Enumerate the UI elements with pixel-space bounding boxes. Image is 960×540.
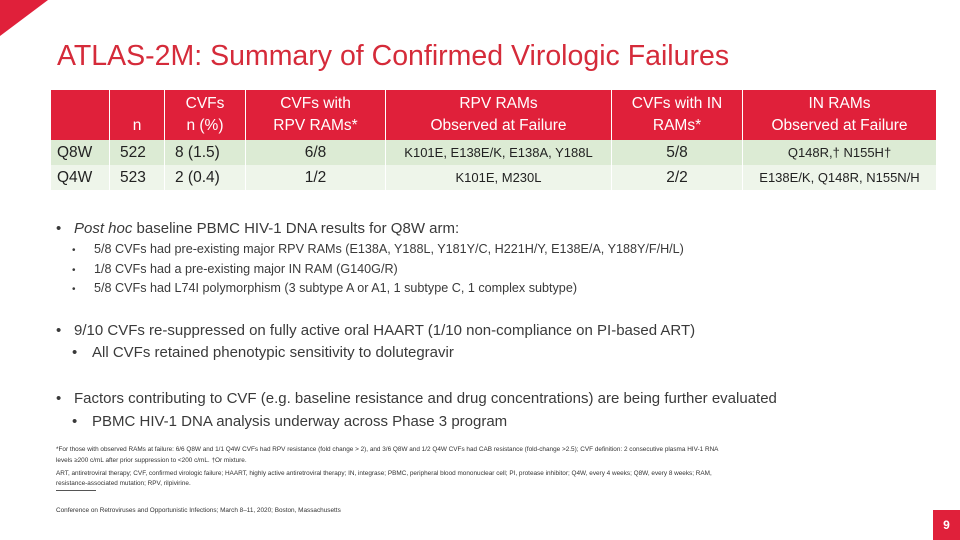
- sub-bullet-item: [56, 344, 454, 361]
- table-header-cell: [743, 90, 937, 140]
- bullet-glyph: •: [72, 284, 76, 295]
- table-cell: 2 (0.4): [165, 165, 246, 190]
- table-header-label: RPV RAMs*: [273, 117, 358, 134]
- page-number: 9: [943, 518, 950, 532]
- corner-decoration: [0, 0, 48, 36]
- table-cell: 522: [110, 140, 165, 165]
- sub-bullet-text: PBMC HIV-1 DNA analysis underway across Phase 3 program: [92, 413, 508, 430]
- table-header-cell: [612, 90, 743, 140]
- table-cell: 1/2: [246, 165, 386, 190]
- bullet-glyph: •: [56, 322, 62, 339]
- table-cell: E138E/K, Q148R, N155N/H: [743, 165, 937, 190]
- table-header-label: CVFs: [185, 95, 225, 112]
- table-row: [51, 165, 936, 190]
- table-cell: 5/8: [612, 140, 743, 165]
- table-header-cell: [51, 90, 110, 140]
- table-row: [51, 140, 936, 165]
- table-cell: Q8W: [51, 140, 110, 165]
- sub-bullet-text: 1/8 CVFs had a pre-existing major IN RAM (G140G/R): [94, 262, 398, 276]
- bullet-text: 9/10 CVFs re-suppressed on fully active oral HAART (1/10 non-compliance on PI-based ART): [74, 322, 696, 339]
- bullet-glyph: •: [72, 245, 76, 256]
- table-cell: K101E, E138E/K, E138A, Y188L: [386, 140, 612, 165]
- footnote-line: *For those with observed RAMs at failure: 6/6 Q8W and 1/1 Q4W CVFs had RPV resistance (fold change > 2), and 3/6 Q8W and 1/2 Q4W CVFs had CAB resistance (fold-change >2.5); CVF definition: 2 consecutive plasma HIV-1 RNA: [56, 446, 719, 453]
- bullet-item: [56, 322, 695, 339]
- divider: [56, 490, 96, 491]
- sub-bullet-text: All CVFs retained phenotypic sensitivity to dolutegravir: [92, 344, 454, 361]
- table-cell: 523: [110, 165, 165, 190]
- table-header-cell: [386, 90, 612, 140]
- table-header-label: n (%): [186, 117, 224, 134]
- table-header-label: Observed at Failure: [430, 117, 567, 134]
- conference-citation: Conference on Retroviruses and Opportunistic Infections; March 8–11, 2020; Boston, Massachusetts: [56, 507, 341, 514]
- sub-bullet-text: 5/8 CVFs had pre-existing major RPV RAMs (E138A, Y188L, Y181Y/C, H221H/Y, E138E/A, Y188Y/F/H/L): [94, 242, 684, 256]
- bullet-text: Factors contributing to CVF (e.g. baseline resistance and drug concentrations) are being further evaluated: [74, 390, 777, 407]
- table-header-cell: [165, 90, 246, 140]
- sub-bullet-text: 5/8 CVFs had L74I polymorphism (3 subtype A or A1, 1 subtype C, 1 complex subtype): [94, 281, 578, 295]
- cvf-summary-table: [51, 90, 936, 190]
- table-header-label: CVFs with: [280, 95, 351, 112]
- table-cell: 2/2: [612, 165, 743, 190]
- footnote-line: levels ≥200 c/mL after prior suppression to <200 c/mL. †Or mixture.: [56, 457, 247, 464]
- bullet-glyph: •: [72, 265, 76, 276]
- bullet-glyph: •: [72, 413, 78, 430]
- table-header-label: CVFs with IN: [631, 95, 723, 112]
- footnote-line: ART, antiretroviral therapy; CVF, confirmed virologic failure; HAART, highly active antiretroviral therapy; IN, integrase; PBMC, peripheral blood mononuclear cell; PI, protease inhibitor; Q4W, every 4 weeks; Q8W, every 8 weeks; RAM,: [56, 470, 712, 477]
- table-cell: 8 (1.5): [165, 140, 246, 165]
- sub-bullet-item: [56, 242, 684, 256]
- table-header-cell: [110, 90, 165, 140]
- table-header-label: Observed at Failure: [771, 117, 908, 134]
- bullet-glyph: •: [56, 390, 62, 407]
- table-header-row: [51, 90, 936, 140]
- bullet-glyph: •: [72, 344, 78, 361]
- table-cell: 6/8: [246, 140, 386, 165]
- bullet-item: [56, 390, 777, 407]
- table-cell: Q4W: [51, 165, 110, 190]
- footnote-line: resistance-associated mutation; RPV, rilpivirine.: [56, 480, 191, 487]
- sub-bullet-item: [56, 413, 507, 430]
- table-header-cell: [246, 90, 386, 140]
- table-header-label: IN RAMs: [808, 95, 871, 112]
- table-header-label: RAMs*: [652, 117, 702, 134]
- bullet-text: baseline PBMC HIV-1 DNA results for Q8W arm:: [132, 220, 460, 237]
- sub-bullet-item: [56, 262, 398, 276]
- table-header-label: RPV RAMs: [459, 95, 538, 112]
- page-number-badge: [933, 510, 960, 540]
- table-header-label: n: [132, 117, 142, 134]
- table-cell: K101E, M230L: [386, 165, 612, 190]
- table-cell: Q148R,† N155H†: [743, 140, 937, 165]
- bullet-italic-text: Post hoc: [74, 220, 133, 237]
- page-title: ATLAS-2M: Summary of Confirmed Virologic Failures: [57, 40, 730, 72]
- bullet-item: [56, 220, 459, 237]
- bullet-glyph: •: [56, 220, 62, 237]
- sub-bullet-item: [56, 281, 577, 295]
